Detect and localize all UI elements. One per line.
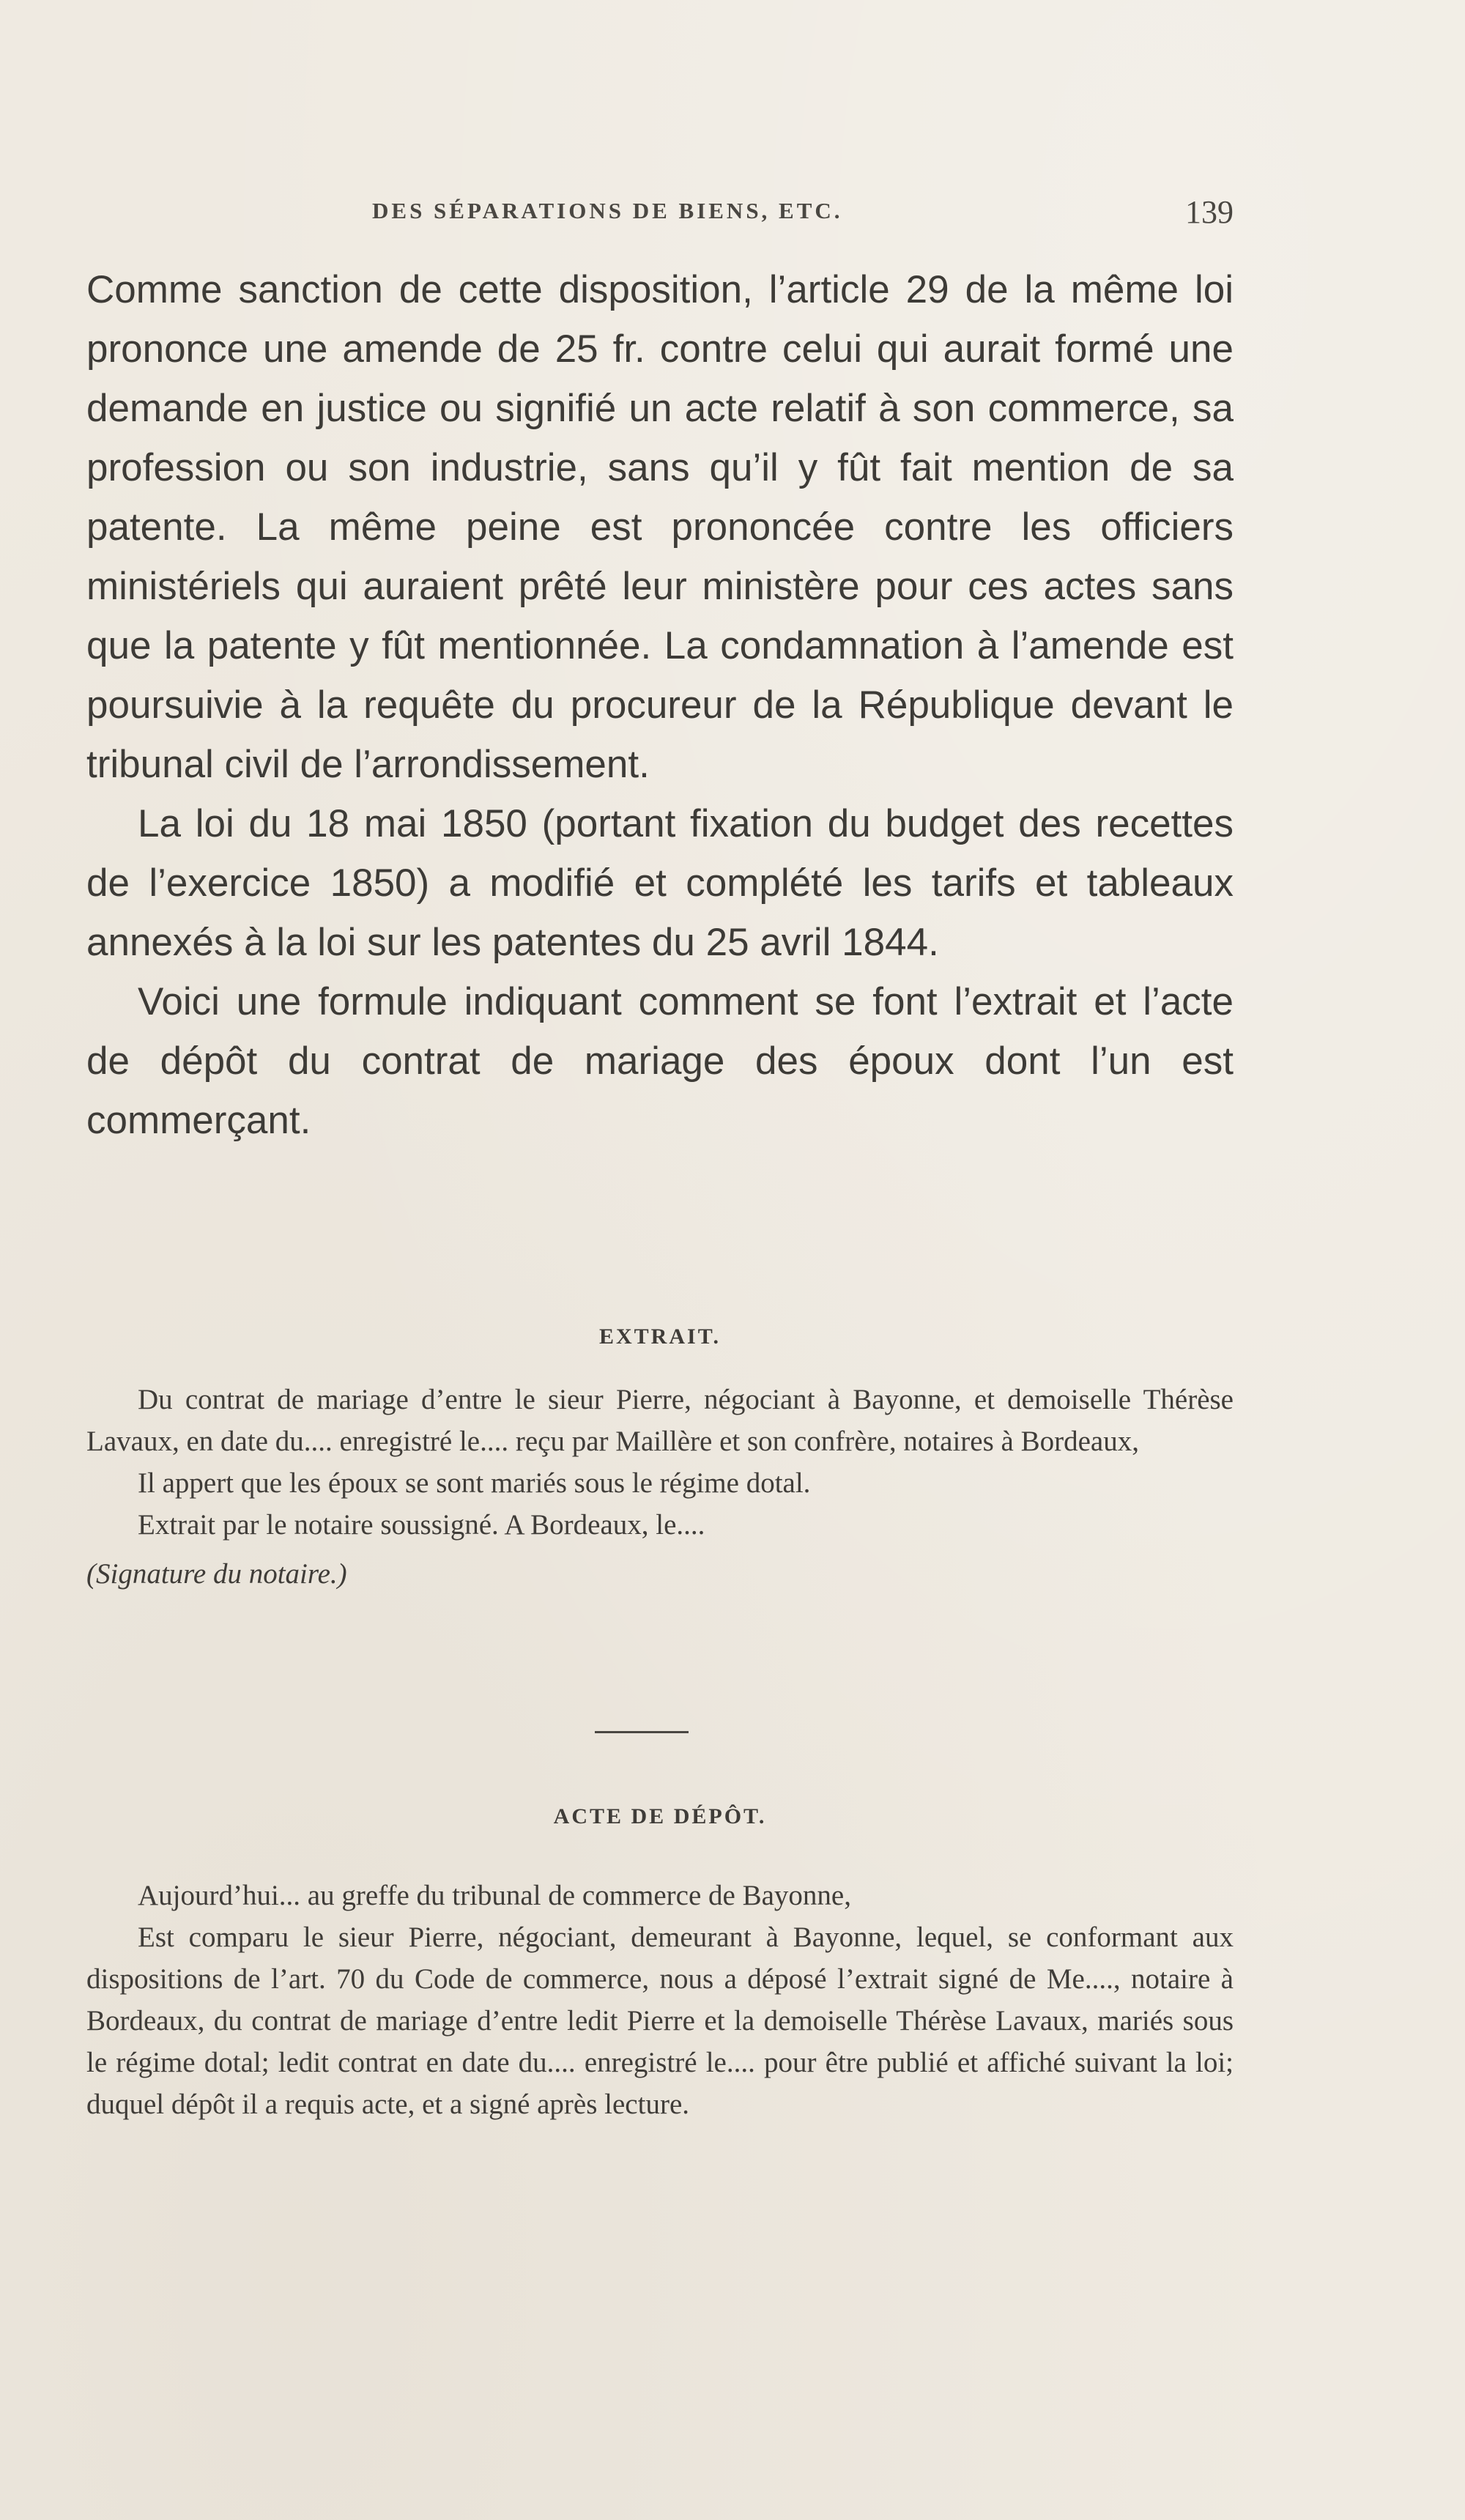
notary-signature: (Signature du notaire.) (86, 1558, 347, 1590)
extrait-paragraph-contrat: Du contrat de mariage d’entre le sieur Pierre, négociant à Bayonne, et demoiselle Thérèse Lavaux, en date du.... enregistré le.... reçu par Maillère et son confrère, notaires à Bordeaux, (86, 1384, 1234, 1457)
page-header (86, 194, 1234, 242)
section-divider (595, 1731, 689, 1733)
depot-paragraph-comparution: Est comparu le sieur Pierre, négociant, demeurant à Bayonne, lequel, se conformant aux dispositions de l’art. 70 du Code de commerce, nous a déposé l’extrait signé de Me...., notaire à Bordeaux, du contrat de mariage d’entre ledit Pierre et la demoiselle Thérèse Lavaux, mariés sous le régime dotal; ledit contrat en date du.... enregistré le.... pour être publié et affiché suivant la loi; duquel dépôt il a requis acte, et a signé après lecture. (86, 1922, 1234, 2120)
depot-paragraph-greffe: Aujourd’hui... au greffe du tribunal de commerce de Bayonne, (138, 1880, 851, 1911)
extrait-paragraph-notaire: Extrait par le notaire soussigné. A Bordeaux, le.... (138, 1509, 705, 1541)
extrait-section (86, 1324, 1234, 1595)
running-head: DES SÉPARATIONS DE BIENS, ETC. (372, 198, 843, 223)
paragraph-sanction: Comme sanction de cette disposition, l’article 29 de la même loi prononce une amende de 25 fr. contre celui qui aurait formé une demande en justice ou signifié un acte relatif à son commerce, sa profession ou son industrie, sans qu’il y fût fait mention de sa patente. La même peine est prononcée contre les officiers ministériels qui auraient prêté leur ministère pour ces actes sans que la patente y fût mentionnée. La condamnation à l’amende est poursuivie à la requête du procureur de la République devant le tribunal civil de l’arrondissement. (86, 268, 1234, 786)
acte-de-depot-section (86, 1804, 1234, 2125)
acte-de-depot-heading: ACTE DE DÉPÔT. (553, 1804, 767, 1828)
page-number: 139 (1185, 194, 1234, 230)
extrait-heading: EXTRAIT. (599, 1324, 721, 1349)
paragraph-formule: Voici une formule indiquant comment se font l’extrait et l’acte de dépôt du contrat de mariage des époux dont l’un est commerçant. (86, 980, 1234, 1142)
main-text (86, 260, 1234, 1150)
paragraph-loi-1850: La loi du 18 mai 1850 (portant fixation du budget des recettes de l’exercice 1850) a modifié et complété les tarifs et tableaux annexés à la loi sur les patentes du 25 avril 1844. (86, 802, 1234, 964)
extrait-paragraph-regime: Il appert que les époux se sont mariés sous le régime dotal. (138, 1467, 811, 1499)
